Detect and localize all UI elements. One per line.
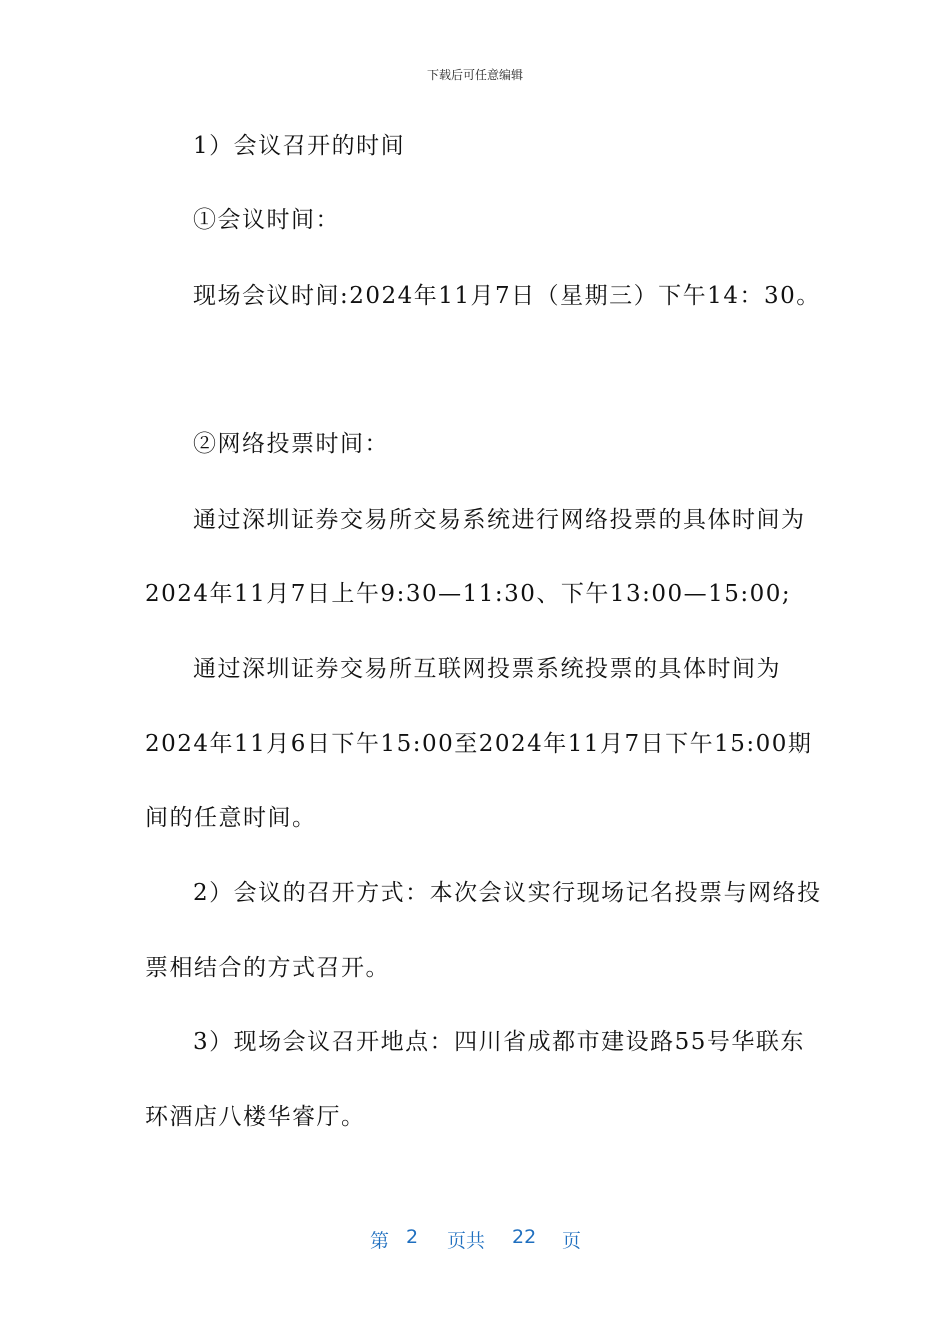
- text-line: 通过深圳证券交易所交易系统进行网络投票的具体时间为: [193, 507, 806, 533]
- text-line: ②网络投票时间：: [193, 431, 389, 457]
- page-header-note: 下载后可任意编辑: [426, 68, 523, 82]
- text-line: 2）会议的召开方式：本次会议实行现场记名投票与网络投: [193, 880, 822, 906]
- text-line: 现场会议时间:2024年11月7日（星期三）下午14：30。: [193, 283, 821, 309]
- footer-total-pages: 22: [512, 1226, 537, 1248]
- text-line: ①会议时间：: [193, 207, 340, 233]
- text-line: 2024年11月6日下午15:00至2024年11月7日下午15:00期: [145, 731, 813, 757]
- footer-prefix: 第: [370, 1230, 390, 1252]
- footer-suffix: 页: [562, 1230, 582, 1252]
- text-line: 环酒店八楼华睿厅。: [145, 1104, 366, 1130]
- text-line: 通过深圳证券交易所互联网投票系统投票的具体时间为: [193, 656, 781, 682]
- text-line: 1）会议召开的时间: [193, 133, 406, 159]
- footer-current-page: 2: [406, 1226, 419, 1248]
- footer-middle: 页共: [447, 1230, 486, 1252]
- text-line: 3）现场会议召开地点：四川省成都市建设路55号华联东: [193, 1029, 805, 1055]
- text-line: 间的任意时间。: [145, 805, 317, 831]
- text-line: 2024年11月7日上午9:30—11:30、下午13:00—15:00;: [145, 581, 792, 607]
- text-line: 票相结合的方式召开。: [145, 955, 390, 981]
- page-footer: [0, 1226, 950, 1252]
